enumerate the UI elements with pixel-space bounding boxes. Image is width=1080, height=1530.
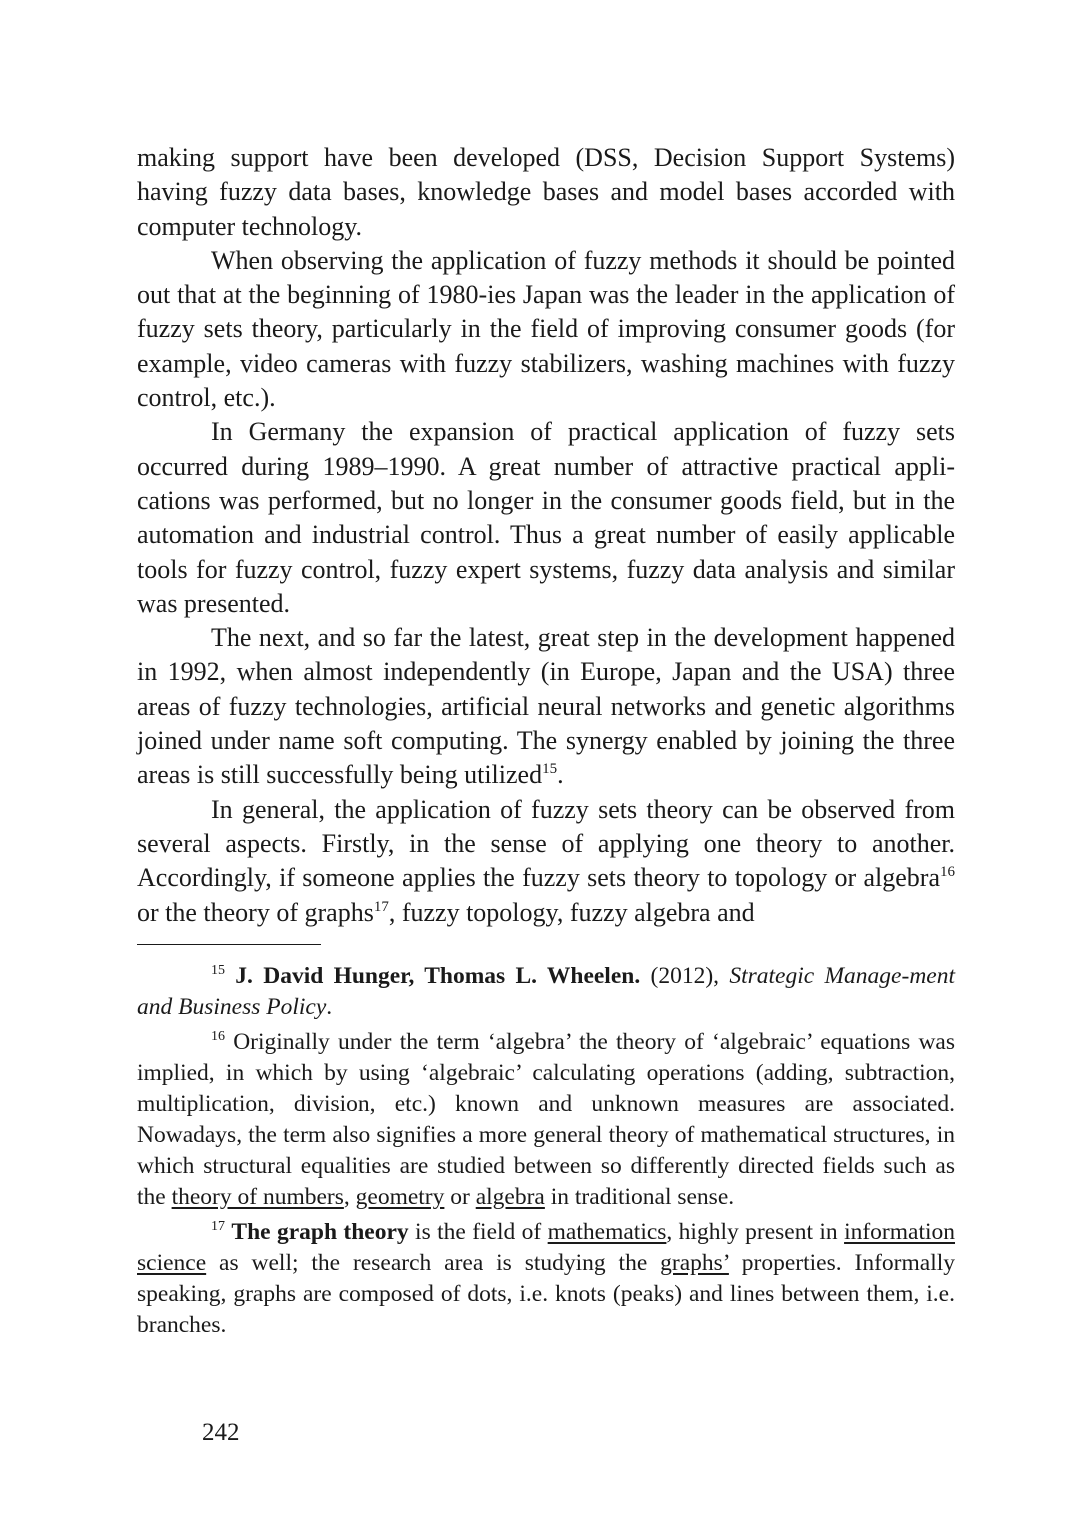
body-text bbox=[137, 141, 955, 930]
paragraph-3 bbox=[137, 415, 955, 621]
footnote-15-authors: J. David Hunger, Thomas L. Wheelen. bbox=[235, 962, 641, 989]
paragraph-2 bbox=[137, 244, 955, 415]
link-theory-of-numbers[interactable]: theory of numbers bbox=[171, 1183, 344, 1210]
footnote-17-text-2: , highly present in bbox=[666, 1218, 845, 1245]
footnote-17-term: The graph theory bbox=[231, 1218, 409, 1245]
link-graphs[interactable]: graphs’ bbox=[660, 1249, 729, 1276]
footnotes bbox=[137, 961, 955, 1341]
link-information[interactable]: information bbox=[844, 1218, 956, 1245]
page-content bbox=[137, 141, 955, 1345]
paragraph-5-text-c: , fuzzy topology, fuzzy algebra and bbox=[388, 897, 755, 927]
footnote-15 bbox=[137, 961, 955, 1023]
footnote-separator bbox=[137, 944, 321, 945]
footnote-17-text-1: is the field of bbox=[408, 1218, 548, 1245]
paragraph-4-end: . bbox=[557, 760, 564, 790]
footnote-16 bbox=[137, 1027, 955, 1213]
paragraph-3-text-b: cations was performed, but no longer in the consumer goods field, but in the automation and industrial control. Thus a great number of easily applicable tools for fuzzy control, fuzzy expert systems, fuzzy data analysis and similar was presented. bbox=[137, 485, 955, 618]
footnote-15-year: (2012), bbox=[640, 962, 730, 989]
link-mathematics[interactable]: mathematics bbox=[547, 1218, 667, 1245]
footnote-16-sep-1: , bbox=[343, 1183, 356, 1210]
paragraph-3-text-a: In Germany the expansion of practical application of fuzzy sets occurred during 1989–1990. A great number of attractive practical appli- bbox=[137, 417, 955, 481]
paragraph-5 bbox=[137, 793, 955, 930]
page-number: 242 bbox=[202, 1419, 240, 1446]
footnote-15-title: Strategic Manage-ment and Business Policy bbox=[137, 962, 955, 1020]
paragraph-5-text-a: In general, the application of fuzzy sets theory can be observed from several aspects. Firstly, in the sense of applying one theory to another. Accordingly, if someone applies the fuzzy sets theory to topology or algebra bbox=[137, 794, 955, 893]
footnote-16-sep-2: or bbox=[444, 1183, 476, 1210]
footnote-16-text: Originally under the term ‘algebra’ the theory of ‘algebraic’ equations was implied, in which by using ‘algebraic’ calculating operations (adding, subtraction, multiplication, division, etc.) known and unknown measures are associated. Nowadays, the term also signifies a more general theory of mathematical structures, in which structural equalities are studied between so differently directed fields such as the bbox=[137, 1028, 956, 1210]
link-science[interactable]: science bbox=[137, 1249, 207, 1276]
footnote-16-end: in traditional sense. bbox=[544, 1183, 735, 1210]
paragraph-5-text-b: or the theory of graphs bbox=[137, 897, 374, 927]
footnote-17-text-5: properties. Informally speaking, graphs are composed of dots, i.e. knots (peaks) and lines between them, i.e. branches. bbox=[137, 1249, 956, 1338]
paragraph-4-text: The next, and so far the latest, great step in the development happened in 1992, when almost independently (in Europe, Japan and the USA) three areas of fuzzy technologies, artificial neural networks and genetic algorithms joined under name soft computing. The synergy enabled by joining the three areas is still successfully being utilized bbox=[137, 623, 955, 790]
paragraph-2-text: When observing the application of fuzzy methods it should be pointed out that at the beginning of 1980-ies Japan was the leader in the application of fuzzy sets theory, particularly in the field of improving consumer goods (for example, video cameras with fuzzy stabilizers, washing machines with fuzzy control, etc.). bbox=[137, 245, 955, 413]
footnote-ref-15[interactable]: 15 bbox=[542, 761, 558, 778]
paragraph-4 bbox=[137, 621, 955, 792]
footnote-ref-17[interactable]: 17 bbox=[373, 898, 389, 915]
link-algebra[interactable]: algebra bbox=[475, 1183, 545, 1210]
link-geometry[interactable]: geometry bbox=[355, 1183, 445, 1210]
paragraph-1 bbox=[137, 141, 955, 244]
footnote-15-number: 15 bbox=[211, 962, 225, 978]
footnote-17-number: 17 bbox=[211, 1218, 225, 1234]
footnote-ref-16[interactable]: 16 bbox=[940, 864, 955, 881]
footnote-17-text-4: as well; the research area is studying the bbox=[206, 1249, 661, 1276]
footnote-17 bbox=[137, 1217, 955, 1341]
footnote-15-end: . bbox=[326, 993, 333, 1020]
footnote-16-number: 16 bbox=[211, 1028, 225, 1044]
paragraph-1-text: making support have been developed (DSS, Decision Support Systems) having fuzzy data bases, knowledge bases and model bases accorded with computer technology. bbox=[137, 143, 955, 241]
